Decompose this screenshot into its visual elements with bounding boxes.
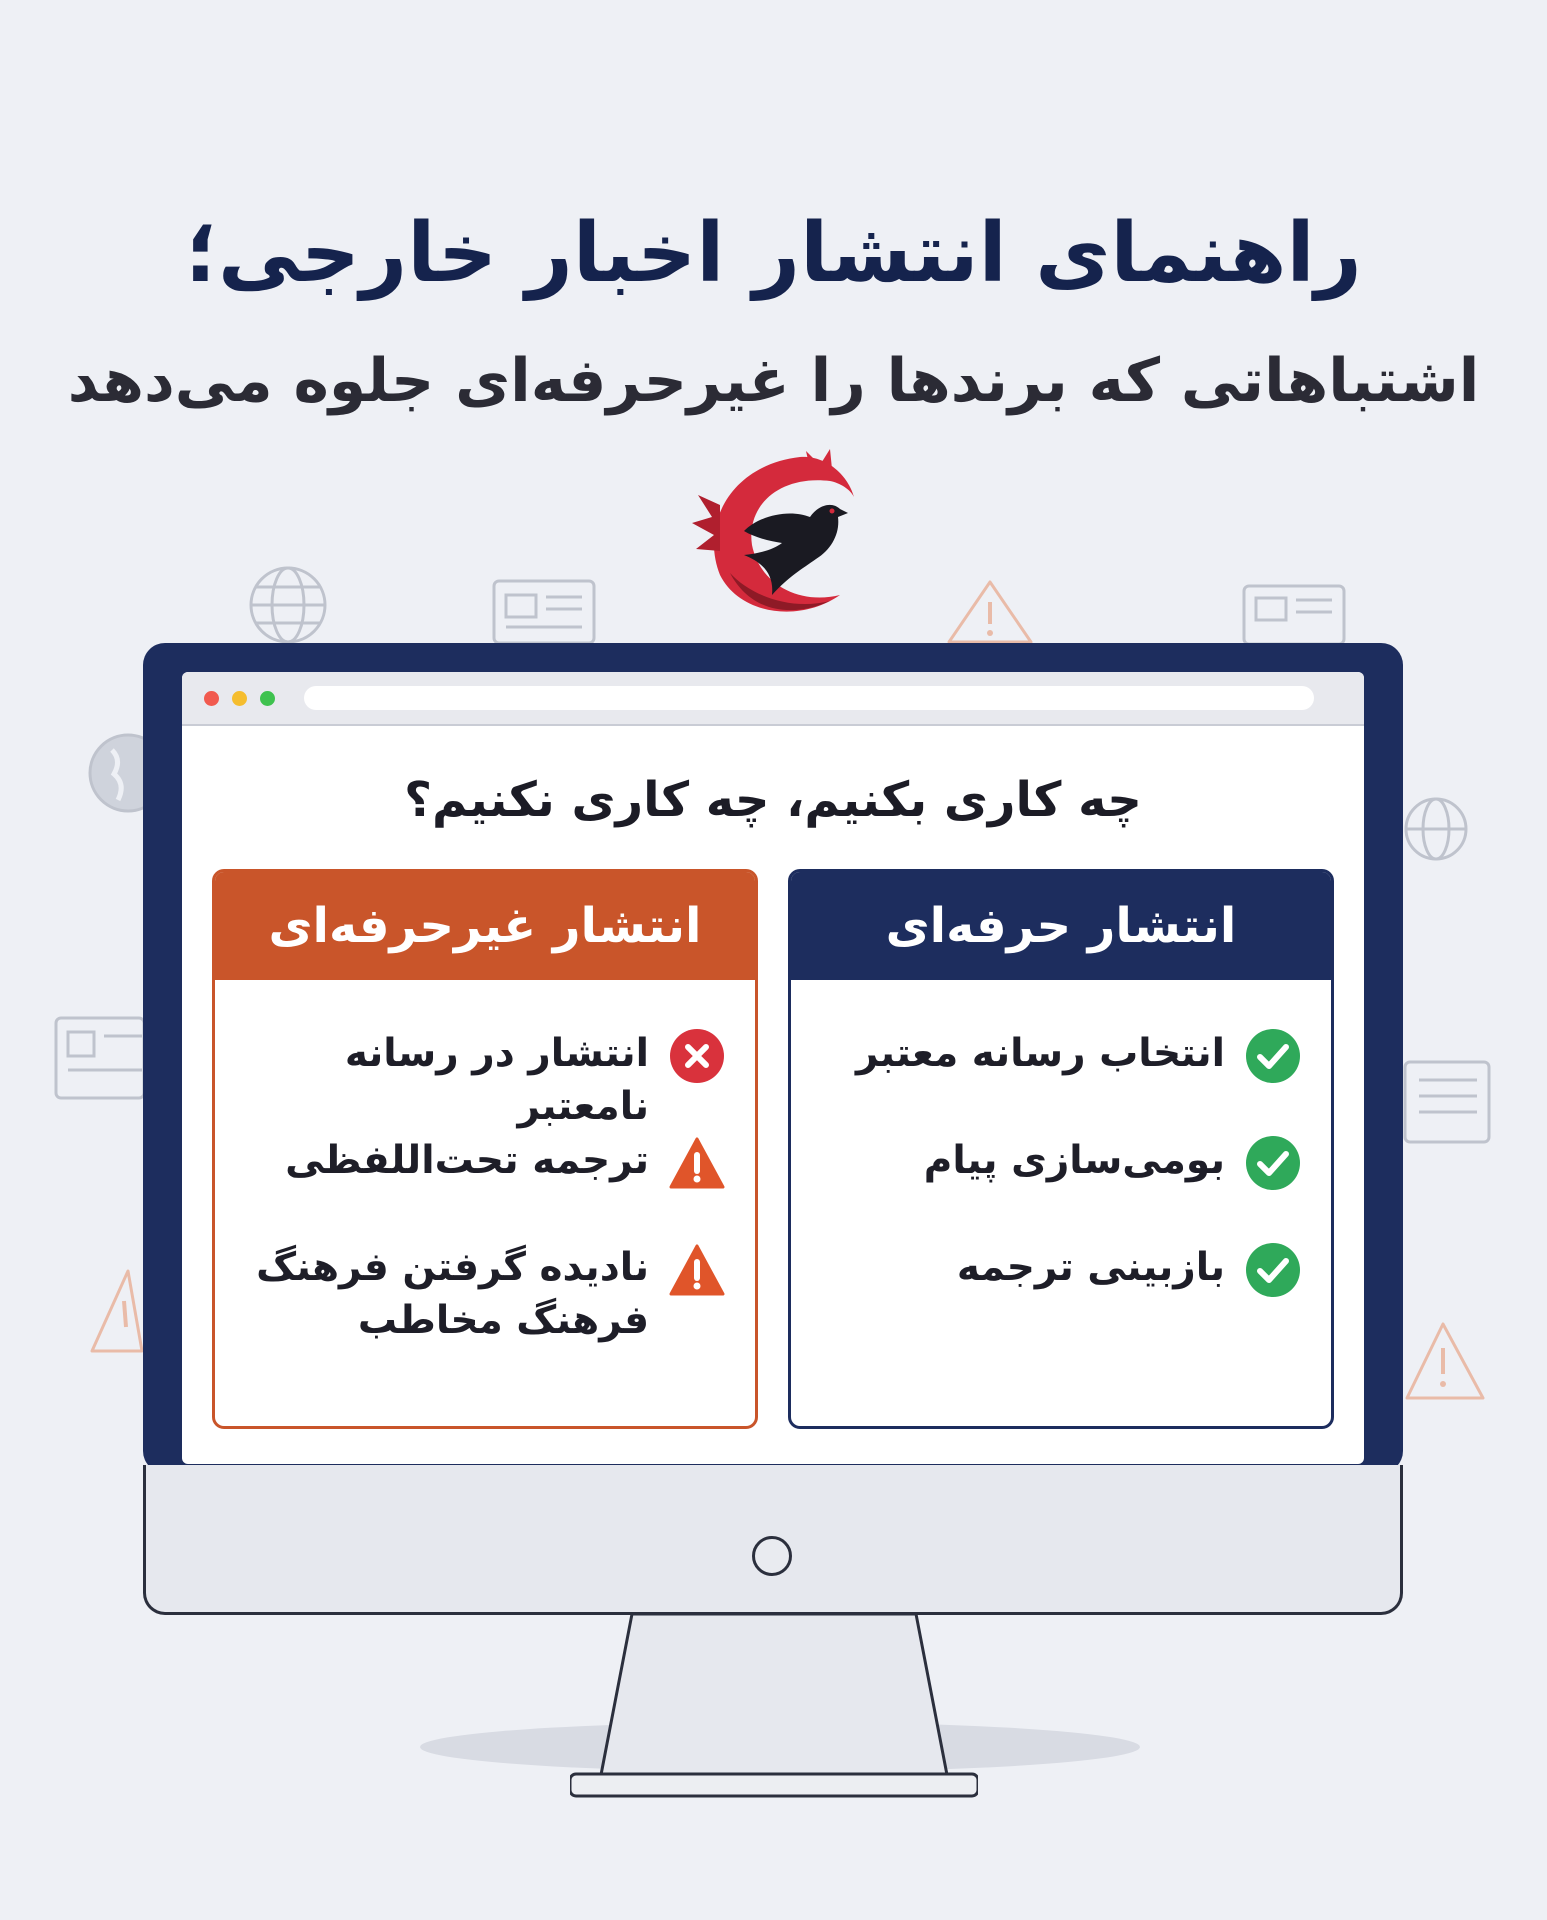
unprofessional-heading: انتشار غیرحرفه‌ای bbox=[215, 872, 755, 980]
address-bar[interactable] bbox=[304, 686, 1314, 710]
monitor-screen bbox=[182, 672, 1364, 1464]
x-icon bbox=[669, 1028, 725, 1084]
phoenix-bird-logo bbox=[690, 445, 860, 625]
check-icon bbox=[1245, 1242, 1301, 1298]
list-item bbox=[285, 1135, 725, 1191]
list-item-label: بازبینی ترجمه bbox=[956, 1245, 1225, 1290]
page-title: راهنمای انتشار اخبار خارجی؛ bbox=[185, 206, 1362, 301]
globe-icon bbox=[240, 565, 336, 645]
list-item-label: نادیده گرفتن فرهنگ فرهنگ مخاطب bbox=[256, 1245, 649, 1343]
list-item-label: انتخاب رسانه معتبر bbox=[855, 1031, 1225, 1076]
close-dot-icon[interactable] bbox=[204, 691, 219, 706]
warning-icon bbox=[669, 1242, 725, 1298]
monitor-stand bbox=[570, 1612, 978, 1800]
newspaper-icon bbox=[52, 1002, 144, 1102]
power-button-icon[interactable] bbox=[752, 1536, 792, 1576]
warning-icon bbox=[1403, 1318, 1487, 1402]
list-item bbox=[957, 1242, 1301, 1298]
warning-icon bbox=[945, 578, 1035, 644]
maximize-dot-icon[interactable] bbox=[260, 691, 275, 706]
list-item bbox=[255, 1242, 725, 1347]
list-item bbox=[924, 1135, 1301, 1191]
check-icon bbox=[1245, 1135, 1301, 1191]
globe-icon bbox=[82, 730, 146, 816]
warning-icon bbox=[669, 1135, 725, 1191]
list-item-label: بومی‌سازی پیام bbox=[923, 1138, 1225, 1183]
list-item bbox=[215, 1028, 725, 1133]
check-icon bbox=[1245, 1028, 1301, 1084]
warning-icon bbox=[88, 1265, 144, 1355]
newspaper-icon bbox=[490, 575, 600, 645]
professional-heading: انتشار حرفه‌ای bbox=[791, 872, 1331, 980]
question-heading: چه کاری بکنیم، چه کاری نکنیم؟ bbox=[404, 772, 1142, 828]
unprofessional-column bbox=[212, 869, 758, 1429]
list-item-label: انتشار در رسانه نامعتبر bbox=[344, 1031, 649, 1129]
browser-toolbar bbox=[182, 672, 1364, 726]
globe-icon bbox=[1400, 784, 1468, 874]
newspaper-icon bbox=[1240, 580, 1350, 646]
minimize-dot-icon[interactable] bbox=[232, 691, 247, 706]
page-subtitle: اشتباهاتی که برندها را غیرحرفه‌ای جلوه می‌دهد bbox=[67, 346, 1480, 416]
list-item-label: ترجمه تحت‌اللفظی bbox=[285, 1138, 649, 1183]
list-item bbox=[856, 1028, 1301, 1084]
newspaper-icon bbox=[1403, 1048, 1493, 1148]
professional-column bbox=[788, 869, 1334, 1429]
